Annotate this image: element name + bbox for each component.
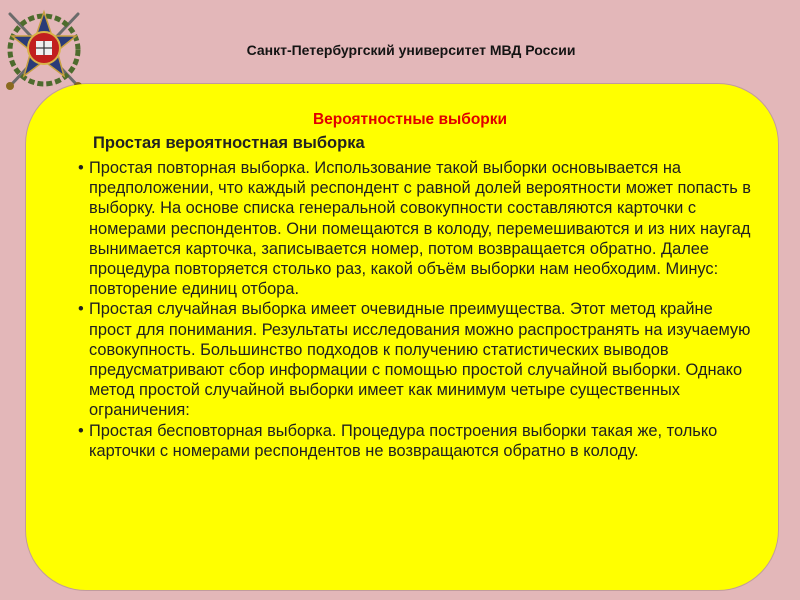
list-item-text: Простая бесповторная выборка. Процедура построения выборки такая же, только карточки с номерами респондентов не возвращаются обратно в колоду. <box>89 421 718 460</box>
bullet-marker: • <box>78 300 84 319</box>
list-item <box>78 299 758 420</box>
slide-subtitle: Простая вероятностная выборка <box>93 134 365 152</box>
bullet-marker: • <box>78 159 84 177</box>
list-item-text: Простая случайная выборка имеет очевидные преимущества. Этот метод крайне прост для понимания. Результаты исследования можно распространять на изучаемую совокупность. Большинство подходов к получению статистических выводов предусматривают сбор информации с помощью простой случайной выборки. Однако метод простой случайной выборки имеет как минимум четыре существенных ограничения: <box>89 300 751 420</box>
bullet-list <box>78 158 758 461</box>
header-title: Санкт-Петербургский университет МВД России <box>246 42 576 58</box>
bullet-marker: • <box>78 421 84 440</box>
list-item <box>78 158 758 299</box>
list-item-text: Простая повторная выборка. Использование такой выборки основывается на предположении, что каждый респондент с равной долей вероятности может попасть в выборку. На основе списка генеральной совокупности составляются карточки с номерами респондентов. Они помещаются в колоду, перемешиваются и из них наугад вынимается карточка, записывается номер, потом возвращается обратно. Далее процедура повторяется столько раз, какой объём выборки нам необходим. Минус: повторение единиц отбора. <box>89 159 752 299</box>
list-item <box>78 421 758 461</box>
slide-title: Вероятностные выборки <box>312 111 508 128</box>
